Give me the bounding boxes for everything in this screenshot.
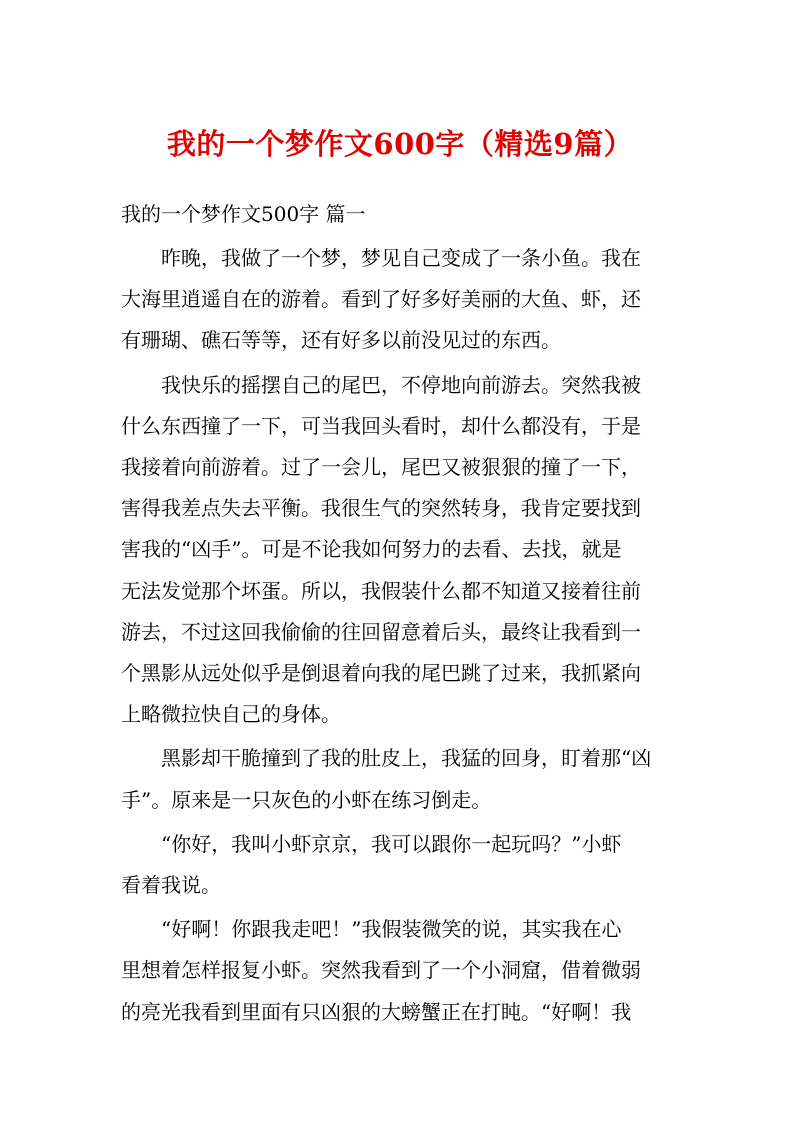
document-title: 我的一个梦作文600字（精选9篇） [166, 127, 634, 161]
paragraph: 黑影却干脆撞到了我的肚皮上，我猛的回身，盯着那“凶 手”。原来是一只灰色的小虾在练习倒走。 [121, 746, 652, 812]
section-heading: 我的一个梦作文500字 篇一 [121, 202, 366, 226]
paragraph: “好啊！你跟我走吧！”我假装微笑的说，其实我在心 里想着怎样报复小虾。突然我看到了一个小洞窟，借着微弱 的亮光我看到里面有只凶狠的大螃蟹正在打盹。“好啊！我 [121, 917, 641, 1024]
paragraph: “你好，我叫小虾京京，我可以跟你一起玩吗？”小虾 看着我说。 [121, 831, 622, 898]
paragraph: 我快乐的摇摆自己的尾巴，不停地向前游去。突然我被 什么东西撞了一下，可当我回头看时，却什么都没有，于是 我接着向前游着。过了一会儿，尾巴又被狠狠的撞了一下， 害得我差点失去平衡。我很生气的突然转身，我肯定要找到 害我的“凶手”。可是不论我如何努力的去看、去找，就是 无法发觉那个坏蛋。所以，我假装什么都不知道又接着往前 游去，不过这回我偷偷的往回留意着后头，最终让我看到一 个黑影从远处似乎是倒退着向我的尾巴跳了过来，我抓紧向 上略微拉快自己的身体。 [121, 372, 641, 727]
article-body [121, 238, 681, 1036]
paragraph: 昨晚，我做了一个梦，梦见自己变成了一条小鱼。我在 大海里逍遥自在的游着。看到了好多好美丽的大鱼、虾，还 有珊瑚、礁石等等，还有好多以前没见过的东西。 [121, 246, 641, 353]
